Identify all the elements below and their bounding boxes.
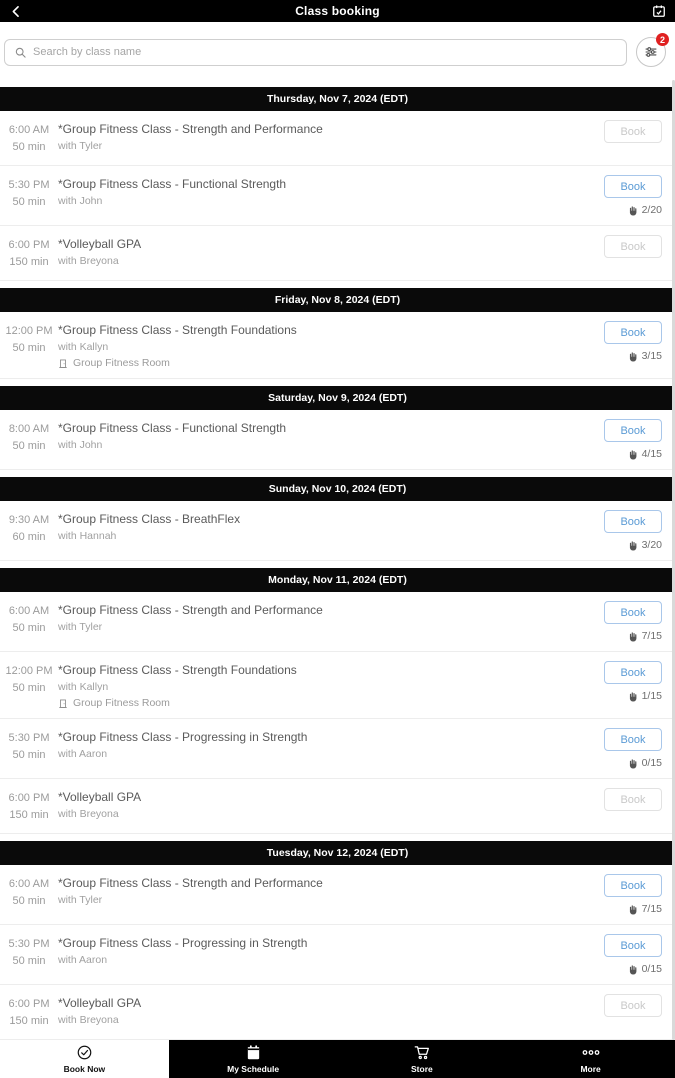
class-info xyxy=(58,175,601,207)
chevron-left-icon xyxy=(9,4,24,19)
class-row[interactable] xyxy=(0,865,675,925)
class-duration: 150 min xyxy=(9,256,49,269)
class-time-col xyxy=(0,728,58,764)
class-instructor: with Breyona xyxy=(58,808,119,821)
capacity-hand-icon xyxy=(628,540,639,551)
capacity xyxy=(628,539,662,551)
class-info xyxy=(58,235,601,267)
date-section xyxy=(0,386,675,470)
book-button[interactable]: Book xyxy=(604,321,662,344)
tab-label: More xyxy=(580,1064,601,1075)
capacity-count: 0/15 xyxy=(641,757,662,770)
class-title: *Group Fitness Class - Strength Foundations xyxy=(58,663,297,678)
class-time: 6:00 PM xyxy=(8,239,50,252)
book-button[interactable]: Book xyxy=(604,728,662,751)
capacity-hand-icon xyxy=(628,758,639,769)
class-duration: 150 min xyxy=(9,809,49,822)
date-section xyxy=(0,568,675,834)
class-duration: 50 min xyxy=(12,749,46,762)
section-rows xyxy=(0,410,675,470)
class-time-col xyxy=(0,235,58,271)
class-row[interactable] xyxy=(0,925,675,985)
class-actions xyxy=(601,321,675,362)
class-title: *Group Fitness Class - Strength Foundations xyxy=(58,323,297,338)
search-icon xyxy=(14,46,27,59)
class-row[interactable] xyxy=(0,592,675,652)
capacity-hand-icon xyxy=(628,205,639,216)
class-duration: 50 min xyxy=(12,342,46,355)
class-title: *Volleyball GPA xyxy=(58,996,142,1011)
class-duration: 50 min xyxy=(12,895,46,908)
date-section xyxy=(0,288,675,379)
class-title: *Volleyball GPA xyxy=(58,790,142,805)
class-instructor: with Kallyn xyxy=(58,681,109,694)
room-icon xyxy=(58,698,68,709)
class-row[interactable] xyxy=(0,111,675,166)
tab-label: Book Now xyxy=(63,1064,106,1075)
section-rows xyxy=(0,501,675,561)
capacity-count: 7/15 xyxy=(641,903,662,916)
class-instructor: with Aaron xyxy=(58,748,108,761)
class-actions xyxy=(601,934,675,975)
class-instructor: with Breyona xyxy=(58,1014,119,1027)
class-instructor: with Hannah xyxy=(58,530,117,543)
capacity-count: 3/15 xyxy=(641,350,662,363)
filter-sliders-icon xyxy=(644,45,658,59)
date-section xyxy=(0,87,675,281)
capacity-hand-icon xyxy=(628,351,639,362)
class-info xyxy=(58,321,601,369)
book-button[interactable]: Book xyxy=(604,601,662,624)
class-actions xyxy=(601,601,675,642)
class-actions xyxy=(601,235,675,258)
capacity-count: 2/20 xyxy=(641,204,662,217)
section-rows xyxy=(0,111,675,281)
class-duration: 50 min xyxy=(12,682,46,695)
class-info xyxy=(58,510,601,542)
class-time: 5:30 PM xyxy=(8,732,50,745)
class-info xyxy=(58,728,601,760)
class-info xyxy=(58,601,601,633)
class-time: 5:30 PM xyxy=(8,938,50,951)
capacity-hand-icon xyxy=(628,964,639,975)
class-time-col xyxy=(0,994,58,1030)
class-info xyxy=(58,874,601,906)
class-actions xyxy=(601,788,675,811)
class-instructor: with Breyona xyxy=(58,255,119,268)
capacity xyxy=(628,757,662,769)
filter-button[interactable] xyxy=(636,34,666,67)
class-instructor: with Aaron xyxy=(58,954,108,967)
class-time-col xyxy=(0,175,58,211)
capacity-count: 3/20 xyxy=(641,539,662,552)
class-actions xyxy=(601,419,675,460)
class-time: 12:00 PM xyxy=(5,325,53,338)
class-time: 6:00 AM xyxy=(8,878,50,891)
class-duration: 50 min xyxy=(12,141,46,154)
class-time-col xyxy=(0,661,58,697)
search-input[interactable] xyxy=(33,46,617,58)
tab-my-schedule[interactable] xyxy=(169,1040,338,1078)
capacity-count: 4/15 xyxy=(641,448,662,461)
class-title: *Group Fitness Class - Functional Strength xyxy=(58,177,287,192)
class-time-col xyxy=(0,934,58,970)
capacity-count: 1/15 xyxy=(641,690,662,703)
class-room-label: Group Fitness Room xyxy=(73,697,170,710)
class-time-col xyxy=(0,120,58,156)
book-button: Book xyxy=(604,994,662,1017)
class-info xyxy=(58,788,601,820)
class-title: *Volleyball GPA xyxy=(58,237,142,252)
calendar-check-icon xyxy=(652,4,666,18)
class-title: *Group Fitness Class - Strength and Performance xyxy=(58,603,323,618)
date-header xyxy=(0,568,675,592)
book-button[interactable]: Book xyxy=(604,874,662,897)
tab-book-now[interactable] xyxy=(0,1040,169,1078)
class-room xyxy=(58,697,601,709)
class-time-col xyxy=(0,601,58,637)
book-button[interactable]: Book xyxy=(604,510,662,533)
class-actions xyxy=(601,661,675,702)
book-button: Book xyxy=(604,120,662,143)
page-title: Class booking xyxy=(295,4,380,18)
class-info xyxy=(58,994,601,1026)
capacity xyxy=(628,630,662,642)
class-time: 8:00 AM xyxy=(8,423,50,436)
book-button[interactable]: Book xyxy=(604,419,662,442)
class-row[interactable] xyxy=(0,410,675,470)
date-header xyxy=(0,841,675,865)
class-row[interactable] xyxy=(0,719,675,779)
class-duration: 50 min xyxy=(12,955,46,968)
date-header-label: Monday, Nov 11, 2024 (EDT) xyxy=(268,574,407,587)
class-time-col xyxy=(0,419,58,455)
calendar-icon xyxy=(245,1044,262,1061)
capacity-hand-icon xyxy=(628,904,639,915)
book-button[interactable]: Book xyxy=(604,175,662,198)
class-row[interactable] xyxy=(0,501,675,561)
class-title: *Group Fitness Class - Progressing in Strength xyxy=(58,730,308,745)
class-info xyxy=(58,934,601,966)
tab-more[interactable] xyxy=(506,1040,675,1078)
book-button[interactable]: Book xyxy=(604,934,662,957)
class-time: 6:00 PM xyxy=(8,998,50,1011)
class-duration: 50 min xyxy=(12,196,46,209)
tab-label: My Schedule xyxy=(227,1064,280,1075)
back-button[interactable] xyxy=(7,2,25,20)
class-room-label: Group Fitness Room xyxy=(73,357,170,370)
class-time: 5:30 PM xyxy=(8,179,50,192)
class-actions xyxy=(601,120,675,143)
search-row xyxy=(0,22,675,80)
class-instructor: with Tyler xyxy=(58,894,103,907)
section-rows xyxy=(0,865,675,1040)
date-header xyxy=(0,477,675,501)
class-info xyxy=(58,120,601,152)
tab-bar xyxy=(0,1040,675,1078)
app-header xyxy=(0,0,675,22)
class-row[interactable] xyxy=(0,985,675,1040)
class-duration: 50 min xyxy=(12,622,46,635)
class-title: *Group Fitness Class - Strength and Performance xyxy=(58,122,323,136)
tab-store[interactable] xyxy=(338,1040,507,1078)
class-actions xyxy=(601,510,675,551)
date-header xyxy=(0,386,675,410)
class-info xyxy=(58,661,601,709)
filter-count-badge: 2 xyxy=(656,33,669,46)
capacity-hand-icon xyxy=(628,691,639,702)
class-title: *Group Fitness Class - Strength and Performance xyxy=(58,876,323,891)
capacity-count: 7/15 xyxy=(641,630,662,643)
section-rows xyxy=(0,312,675,379)
class-list xyxy=(0,80,675,1040)
class-time: 6:00 AM xyxy=(8,605,50,618)
class-duration: 150 min xyxy=(9,1015,49,1028)
class-time: 9:30 AM xyxy=(8,514,50,527)
section-rows xyxy=(0,592,675,834)
date-header-label: Tuesday, Nov 12, 2024 (EDT) xyxy=(266,847,409,860)
book-button[interactable]: Book xyxy=(604,661,662,684)
book-button: Book xyxy=(604,235,662,258)
date-header-label: Thursday, Nov 7, 2024 (EDT) xyxy=(266,93,408,105)
date-header-label: Saturday, Nov 9, 2024 (EDT) xyxy=(268,392,407,405)
class-time: 6:00 PM xyxy=(8,792,50,805)
class-row[interactable] xyxy=(0,226,675,281)
date-header xyxy=(0,87,675,111)
capacity-hand-icon xyxy=(628,449,639,460)
class-title: *Group Fitness Class - BreathFlex xyxy=(58,512,241,527)
class-time-col xyxy=(0,321,58,357)
book-button: Book xyxy=(604,788,662,811)
cart-icon xyxy=(413,1044,431,1061)
class-duration: 50 min xyxy=(12,440,46,453)
capacity xyxy=(628,963,662,975)
class-title: *Group Fitness Class - Progressing in Strength xyxy=(58,936,308,951)
search-box xyxy=(4,39,627,66)
class-actions xyxy=(601,994,675,1017)
class-room xyxy=(58,357,601,369)
class-row[interactable] xyxy=(0,166,675,226)
class-time: 6:00 AM xyxy=(8,124,50,136)
class-info xyxy=(58,419,601,451)
capacity xyxy=(628,204,662,216)
class-row[interactable] xyxy=(0,312,675,379)
capacity xyxy=(628,448,662,460)
class-row[interactable] xyxy=(0,779,675,834)
class-duration: 60 min xyxy=(12,531,46,544)
capacity xyxy=(628,350,662,362)
room-icon xyxy=(58,358,68,369)
date-header-label: Friday, Nov 8, 2024 (EDT) xyxy=(274,294,401,307)
check-circle-icon xyxy=(76,1044,93,1061)
more-icon xyxy=(581,1044,601,1061)
class-instructor: with John xyxy=(58,439,103,452)
capacity xyxy=(628,690,662,702)
class-time-col xyxy=(0,874,58,910)
class-row[interactable] xyxy=(0,652,675,719)
class-actions xyxy=(601,874,675,915)
class-actions xyxy=(601,728,675,769)
date-section xyxy=(0,841,675,1040)
class-instructor: with Tyler xyxy=(58,621,103,634)
class-time: 12:00 PM xyxy=(5,665,53,678)
class-instructor: with Kallyn xyxy=(58,341,109,354)
date-section xyxy=(0,477,675,561)
date-header-label: Sunday, Nov 10, 2024 (EDT) xyxy=(268,483,407,496)
capacity-count: 0/15 xyxy=(641,963,662,976)
class-instructor: with Tyler xyxy=(58,140,103,152)
tab-label: Store xyxy=(411,1064,433,1075)
calendar-picker-button[interactable] xyxy=(650,2,668,20)
class-instructor: with John xyxy=(58,195,103,208)
class-title: *Group Fitness Class - Functional Strength xyxy=(58,421,287,436)
date-header xyxy=(0,288,675,312)
class-time-col xyxy=(0,788,58,824)
class-time-col xyxy=(0,510,58,546)
class-actions xyxy=(601,175,675,216)
capacity xyxy=(628,903,662,915)
capacity-hand-icon xyxy=(628,631,639,642)
